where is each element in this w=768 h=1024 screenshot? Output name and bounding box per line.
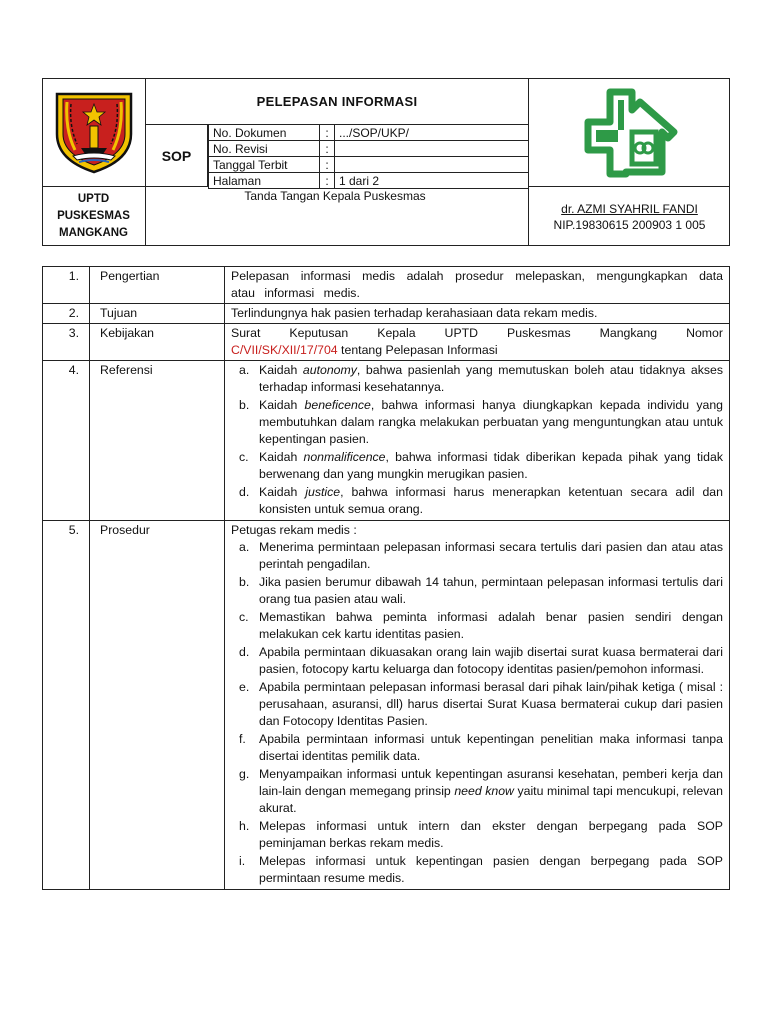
section-list [225,361,730,521]
section-row-referensi [43,361,730,521]
item-marker: h. [239,819,250,833]
section-text: Pelepasan informasi medis adalah prosedur melepaskan, mengungkapkan data atau informasi medis. [225,267,730,304]
item-text: Apabila permintaan dikuasakan orang lain wajib disertai surat kuasa bermaterai dari pasien, fotocopy kartu keluarga dan fotocopy identitas pasien/pemohon informasi. [259,645,723,676]
meta-sep: : [320,125,335,141]
meta-sep: : [320,141,335,157]
meta-row [209,125,529,141]
section-text: Terlindungnya hak pasien terhadap kerahasiaan data rekam medis. [225,304,730,324]
signature-caption: Tanda Tangan Kepala Puskesmas [244,189,426,203]
item-text: Kaidah [259,363,303,377]
procedure-list [231,539,723,887]
item-marker: b. [239,575,250,589]
puskesmas-logo-cell [528,78,730,187]
meta-value: 1 dari 2 [335,173,529,189]
list-item [231,731,723,765]
item-marker: d. [239,645,250,659]
section-row-tujuan [43,304,730,324]
section-label: Referensi [90,361,225,521]
meta-row [209,157,529,173]
list-item [231,539,723,573]
meta-label: No. Revisi [209,141,320,157]
crest-cell [42,78,146,187]
list-item [231,644,723,678]
section-row-pengertian [43,267,730,304]
section-number: 3. [43,324,90,361]
decree-number: C/VII/SK/XII/17/704 [231,343,338,357]
meta-value [335,141,529,157]
item-emphasis: beneficence [304,398,371,412]
org-line-1: UPTD [77,193,110,205]
section-number: 1. [43,267,90,304]
item-marker: f. [239,732,246,746]
list-item [231,449,723,483]
list-item [231,766,723,817]
list-item [231,818,723,852]
head-nip: NIP.19830615 200903 1 005 [553,217,706,232]
item-text: , bahwa informasi hanya diungkapkan kepada individu yang membutuhkan dalam rangka melakukan perbuatan yang menguntungkan atau untuk kepentingan pasien. [259,398,723,446]
item-text: Apabila permintaan informasi untuk kepentingan penelitian maka informasi tanpa disertai identitas pemilik data. [259,732,723,763]
meta-sep: : [320,173,335,189]
document-meta-table [208,124,529,189]
section-number: 2. [43,304,90,324]
item-emphasis: autonomy [302,363,357,377]
item-text: Melepas informasi untuk kepentingan pasien dengan berpegang pada SOP permintaan resume medis. [259,854,723,885]
policy-line: Surat Keputusan Kepala UPTD Puskesmas Mangkang Nomor [231,326,723,340]
section-label: Tujuan [90,304,225,324]
item-text: Memastikan bahwa peminta informasi adalah benar pasien sendiri dengan melakukan cek kartu identitas pasien. [259,610,723,641]
meta-sep: : [320,157,335,173]
head-name: dr. AZMI SYAHRIL FANDI [561,201,698,216]
item-text: Menyampaikan informasi untuk kepentingan asuransi kesehatan, pemberi kerja dan lain-lain dengan memegang prinsip [259,767,723,798]
list-item [231,484,723,518]
section-text [225,324,730,361]
list-item [231,574,723,608]
sop-content-table [42,266,730,890]
policy-topic: tentang Pelepasan Informasi [337,343,498,357]
sop-label: SOP [146,125,208,187]
section-number: 5. [43,521,90,890]
item-text: , bahwa informasi harus menerapkan ketentuan secara adil dan konsisten untuk semua orang. [259,485,723,516]
reference-list [231,362,723,518]
item-marker: a. [239,363,250,377]
item-marker: c. [239,450,249,464]
item-text: yaitu minimal tapi mencukupi, relevan akurat. [259,784,723,815]
item-text: Kaidah [259,398,305,412]
section-list [225,521,730,890]
meta-row [209,141,529,157]
meta-label: Tanggal Terbit [209,157,320,173]
meta-label: No. Dokumen [209,125,320,141]
policy-reference [231,342,723,359]
section-number: 4. [43,361,90,521]
item-marker: a. [239,540,250,554]
item-marker: c. [239,610,249,624]
item-text: , bahwa informasi tidak diberikan kepada pihak yang tidak berwenang dan yang mungkin merugikan pasien. [259,450,723,481]
meta-row [209,173,529,189]
document-title: PELEPASAN INFORMASI [146,78,528,125]
list-item [231,609,723,643]
section-row-kebijakan [43,324,730,361]
organization-name [42,187,146,246]
item-marker: i. [239,854,246,868]
list-item [231,397,723,448]
procedure-intro: Petugas rekam medis : [231,523,357,537]
item-marker: b. [239,398,250,412]
item-text: Kaidah [259,450,304,464]
section-label: Kebijakan [90,324,225,361]
section-row-prosedur [43,521,730,890]
item-text: Apabila permintaan pelepasan informasi berasal dari pihak lain/pihak ketiga ( misal : perusahaan, asuransi, dll) harus disertai Surat Kuasa bermaterai cukup dari pasien dan Fotocopy Identitas Pasien. [259,680,723,728]
meta-value [335,157,529,173]
meta-value: .../SOP/UKP/ [335,125,529,141]
item-text: Menerima permintaan pelepasan informasi secara tertulis dari pasien dan atau atas perintah pengadilan. [259,540,723,571]
list-item [231,362,723,396]
org-line-3: MANGKANG [59,227,128,239]
section-label: Prosedur [90,521,225,890]
item-text: Kaidah [259,485,306,499]
item-emphasis: nonmalificence [303,450,386,464]
head-signatory [528,187,730,246]
org-line-2: PUSKESMAS [57,210,130,222]
item-marker: g. [239,767,250,781]
puskesmas-cross-house-icon [582,86,678,178]
item-text: Melepas informasi untuk intern dan ekster dengan berpegang pada SOP peminjaman berkas rekam medis. [259,819,723,850]
item-emphasis: justice [305,485,341,499]
item-text: , bahwa pasienlah yang memutuskan boleh atau tidaknya akses terhadap informasi kesehatannya. [259,363,723,394]
meta-label: Halaman [209,173,320,189]
item-text: Jika pasien berumur dibawah 14 tahun, permintaan pelepasan informasi tertulis dari orang tua pasien atau wali. [259,575,723,606]
list-item [231,679,723,730]
item-marker: e. [239,680,250,694]
item-emphasis: need know [454,784,514,798]
section-label: Pengertian [90,267,225,304]
list-item [231,853,723,887]
item-marker: d. [239,485,250,499]
semarang-regency-crest-icon [53,90,135,174]
